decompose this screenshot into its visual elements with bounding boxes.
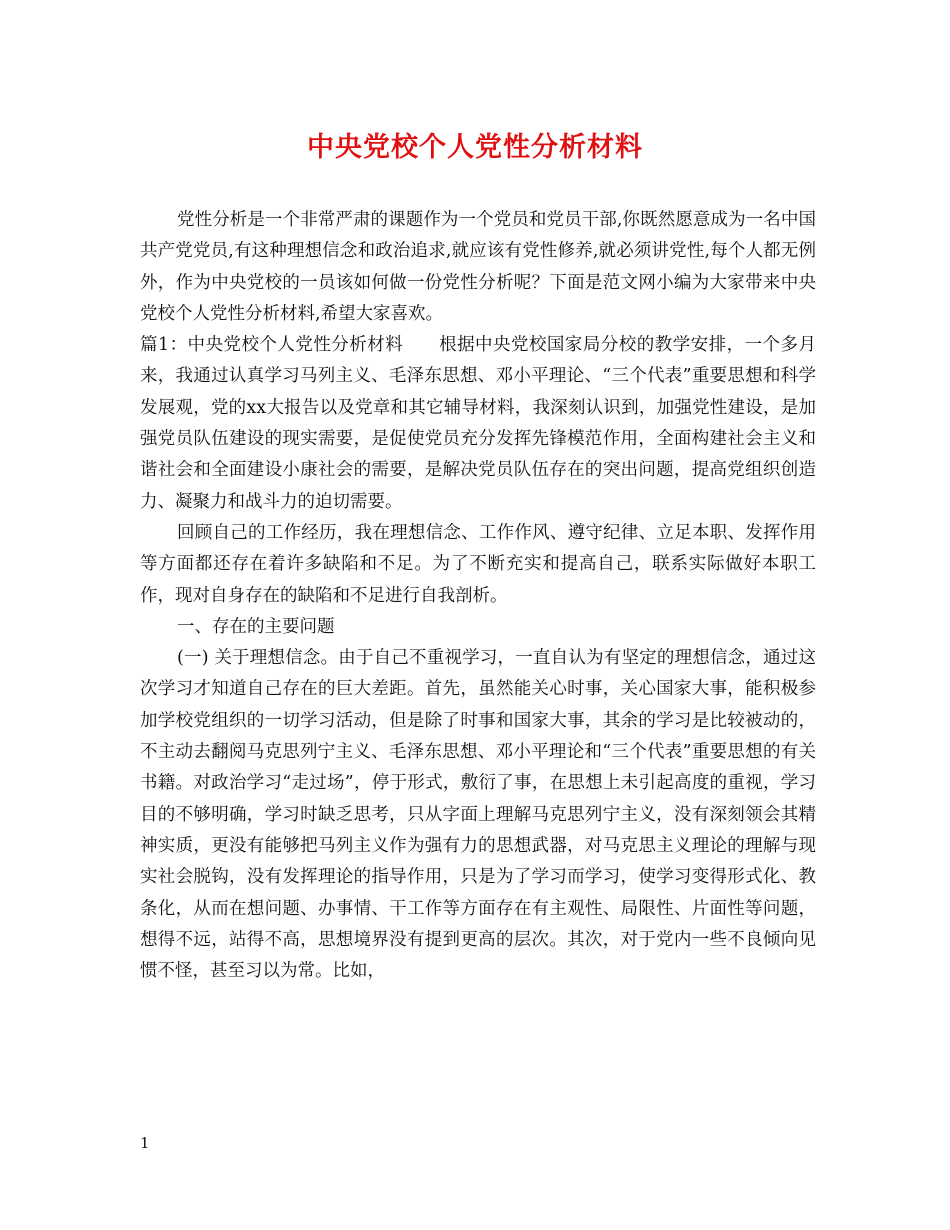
paragraph-review: 回顾自己的工作经历，我在理想信念、工作作风、遵守纪律、立足本职、发挥作用等方面都还存在着许多缺陷和不足。为了不断充实和提高自己，联系实际做好本职工作，现对自身存在的缺陷和不足进行自我剖析。	[140, 522, 816, 606]
paragraph-ideals-beliefs: (一) 关于理想信念。由于自己不重视学习，一直自认为有坚定的理想信念，通过这次学习才知道自己存在的巨大差距。首先，虽然能关心时事，关心国家大事，能积极参加学校党组织的一切学习活动，但是除了时事和国家大事，其余的学习是比较被动的，不主动去翻阅马克思列宁主义、毛泽东思想、邓小平理论和“三个代表”重要思想的有关书籍。对政治学习“走过场”，停于形式，敷衍了事，在思想上未引起高度的重视，学习目的不够明确，学习时缺乏思考，只从字面上理解马克思列宁主义，没有深刻领会其精神实质，更没有能够把马列主义作为强有力的思想武器，对马克思主义理论的理解与现实社会脱钩，没有发挥理论的指导作用，只是为了学习而学习，使学习变得形式化、教条化，从而在想问题、办事情、干工作等方面存在有主观性、局限性、片面性等问题，想得不远，站得不高，思想境界没有提到更高的层次。其次，对于党内一些不良倾向见惯不怪，甚至习以为常。比如，	[140, 648, 816, 982]
page-number: 1	[140, 1134, 150, 1152]
paragraph-intro: 党性分析是一个非常严肃的课题作为一个党员和党员干部,你既然愿意成为一名中国共产党党员,有这种理想信念和政治追求,就应该有党性修养,就必须讲党性,每个人都无例外，作为中央党校的一员该如何做一份党性分析呢？下面是范文网小编为大家带来中央党校个人党性分析材料,希望大家喜欢。	[140, 210, 816, 324]
paragraph-section-1: 篇1：中央党校个人党性分析材料 根据中央党校国家局分校的教学安排，一个多月来，我通过认真学习马列主义、毛泽东思想、邓小平理论、“三个代表”重要思想和科学发展观，党的xx大报告以及党章和其它辅导材料，我深刻认识到，加强党性建设，是加强党员队伍建设的现实需要，是促使党员充分发挥先锋模范作用，全面构建社会主义和谐社会和全面建设小康社会的需要，是解决党员队伍存在的突出问题，提高党组织创造力、凝聚力和战斗力的迫切需要。	[140, 335, 816, 512]
document-body	[140, 205, 816, 987]
heading-main-problems: 一、存在的主要问题	[177, 616, 335, 637]
document-title: 中央党校个人党性分析材料	[307, 132, 643, 163]
